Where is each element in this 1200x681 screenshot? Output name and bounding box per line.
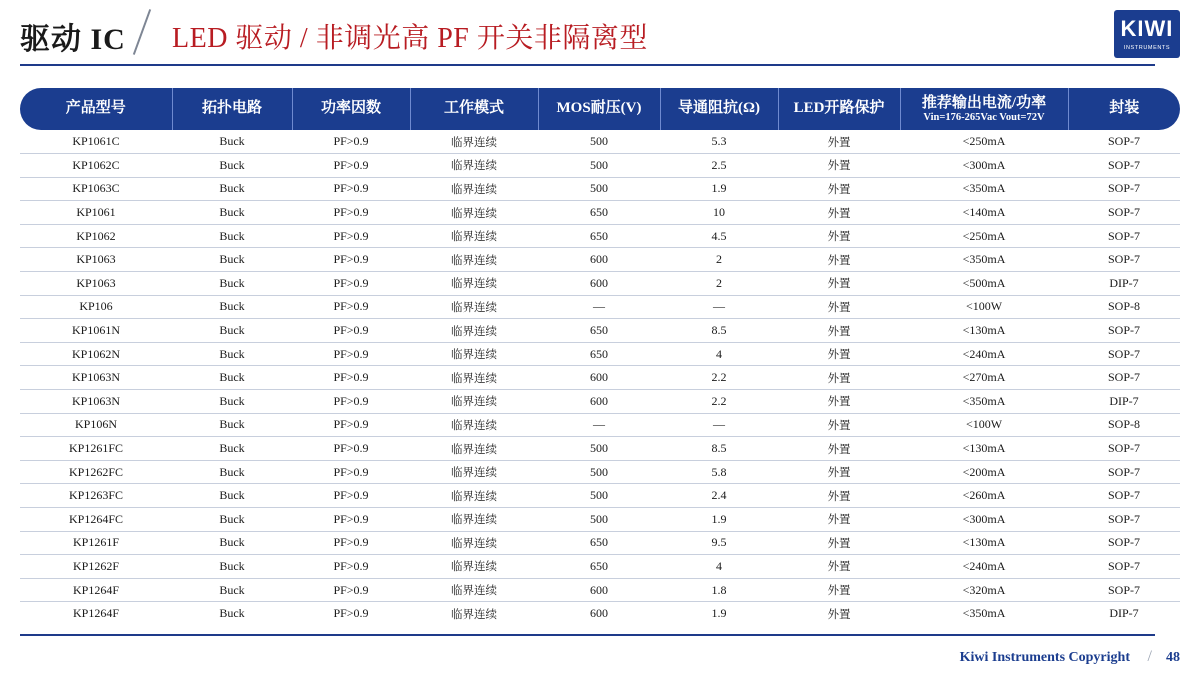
cell-package: SOP-7 [1068, 319, 1180, 343]
cell-on-resistance: 9.5 [660, 531, 778, 555]
cell-topology: Buck [172, 390, 292, 414]
page-number: 48 [1166, 650, 1180, 665]
cell-mos-voltage: — [538, 413, 660, 437]
cell-on-resistance: 4 [660, 342, 778, 366]
cell-output-current: <240mA [900, 555, 1068, 579]
cell-operating-mode: 临界连续 [410, 484, 538, 508]
cell-power-factor: PF>0.9 [292, 272, 410, 296]
table-row [20, 201, 1180, 225]
cell-package: SOP-7 [1068, 201, 1180, 225]
column-header-output-current-label: 推荐输出电流/功率 [921, 94, 1047, 111]
cell-topology: Buck [172, 295, 292, 319]
cell-open-protection: 外置 [778, 366, 900, 390]
table-row [20, 248, 1180, 272]
cell-model: KP1063N [20, 390, 172, 414]
cell-model: KP1261FC [20, 437, 172, 461]
cell-output-current: <250mA [900, 130, 1068, 154]
cell-mos-voltage: 500 [538, 484, 660, 508]
cell-power-factor: PF>0.9 [333, 606, 369, 621]
cell-package: SOP-7 [1068, 248, 1180, 272]
cell-model: KP1061N [20, 319, 172, 343]
cell-output-current: <350mA [900, 390, 1068, 414]
column-header-mos-voltage: MOS耐压(V) [538, 88, 660, 130]
table-row [20, 342, 1180, 366]
cell-model: KP1262F [20, 555, 172, 579]
cell-output-current: <350mA [900, 248, 1068, 272]
cell-on-resistance: 2 [660, 272, 778, 296]
cell-output-current: <270mA [900, 366, 1068, 390]
cell-output-current: <250mA [900, 224, 1068, 248]
cell-package: SOP-8 [1068, 413, 1180, 437]
cell-operating-mode: 临界连续 [410, 555, 538, 579]
cell-power-factor: PF>0.9 [292, 295, 410, 319]
cell-on-resistance: 5.3 [660, 130, 778, 154]
cell-operating-mode: 临界连续 [410, 366, 538, 390]
table-row [20, 272, 1180, 296]
table-row [20, 602, 1180, 626]
cell-package: SOP-7 [1068, 508, 1180, 532]
column-header-open-protection: LED开路保护 [778, 88, 900, 130]
cell-package: SOP-7 [1068, 484, 1180, 508]
cell-output-current: <500mA [900, 272, 1068, 296]
cell-package: SOP-7 [1068, 177, 1180, 201]
table-row [20, 224, 1180, 248]
cell-topology: Buck [172, 555, 292, 579]
cell-mos-voltage: 650 [538, 224, 660, 248]
cell-package: DIP-7 [1068, 390, 1180, 414]
table-row [20, 295, 1180, 319]
cell-power-factor: PF>0.9 [292, 130, 410, 154]
cell-open-protection: 外置 [778, 531, 900, 555]
column-header-on-resistance: 导通阻抗(Ω) [660, 88, 778, 130]
cell-power-factor: PF>0.9 [292, 555, 410, 579]
cell-package: SOP-7 [1068, 154, 1180, 178]
cell-operating-mode: 临界连续 [410, 531, 538, 555]
cell-operating-mode: 临界连续 [410, 319, 538, 343]
cell-package: SOP-7 [1068, 437, 1180, 461]
cell-package: SOP-7 [1068, 366, 1180, 390]
logo-wordmark: KIWI [1120, 16, 1174, 41]
cell-on-resistance: 4.5 [660, 224, 778, 248]
cell-open-protection: 外置 [778, 154, 900, 178]
table-row [20, 413, 1180, 437]
cell-operating-mode: 临界连续 [410, 295, 538, 319]
cell-package: DIP-7 [1109, 606, 1139, 621]
cell-open-protection: 外置 [778, 413, 900, 437]
cell-open-protection: 外置 [778, 508, 900, 532]
column-header-operating-mode: 工作模式 [410, 88, 538, 130]
table-row [20, 366, 1180, 390]
cell-mos-voltage: 500 [538, 154, 660, 178]
cell-model: KP1062N [20, 342, 172, 366]
cell-operating-mode: 临界连续 [410, 437, 538, 461]
cell-power-factor: PF>0.9 [292, 366, 410, 390]
page-subtitle: LED 驱动 / 非调光高 PF 开关非隔离型 [172, 23, 648, 54]
cell-open-protection: 外置 [778, 272, 900, 296]
cell-model: KP1063 [20, 248, 172, 272]
cell-topology: Buck [172, 224, 292, 248]
cell-mos-voltage: 650 [538, 531, 660, 555]
cell-topology: Buck [172, 201, 292, 225]
cell-package: SOP-8 [1068, 295, 1180, 319]
table-row [20, 390, 1180, 414]
cell-topology: Buck [172, 342, 292, 366]
cell-on-resistance: 8.5 [660, 437, 778, 461]
cell-power-factor: PF>0.9 [292, 342, 410, 366]
cell-on-resistance: 1.9 [660, 177, 778, 201]
footer-rule [20, 634, 1155, 636]
column-header-model: 产品型号 [20, 88, 172, 130]
cell-power-factor: PF>0.9 [292, 460, 410, 484]
column-header-topology: 拓扑电路 [172, 88, 292, 130]
footer-separator: / [1147, 648, 1152, 665]
cell-mos-voltage: 500 [538, 508, 660, 532]
cell-mos-voltage: 600 [538, 248, 660, 272]
cell-topology: Buck [172, 578, 292, 602]
page-title: 驱动 IC [20, 23, 126, 56]
cell-open-protection: 外置 [778, 224, 900, 248]
cell-power-factor: PF>0.9 [292, 437, 410, 461]
cell-on-resistance: 10 [660, 201, 778, 225]
cell-open-protection: 外置 [778, 390, 900, 414]
cell-on-resistance: 2.2 [660, 390, 778, 414]
cell-topology: Buck [172, 130, 292, 154]
slide-header [0, 0, 1200, 68]
cell-mos-voltage: 650 [538, 319, 660, 343]
cell-open-protection: 外置 [778, 578, 900, 602]
cell-topology: Buck [172, 508, 292, 532]
cell-power-factor: PF>0.9 [292, 413, 410, 437]
cell-package: SOP-7 [1068, 578, 1180, 602]
cell-mos-voltage: 650 [538, 342, 660, 366]
cell-operating-mode: 临界连续 [451, 608, 497, 621]
cell-output-current: <300mA [900, 154, 1068, 178]
cell-operating-mode: 临界连续 [410, 578, 538, 602]
cell-package: SOP-7 [1068, 460, 1180, 484]
cell-operating-mode: 临界连续 [410, 390, 538, 414]
cell-mos-voltage: 500 [538, 460, 660, 484]
cell-output-current: <350mA [900, 177, 1068, 201]
cell-model: KP1063 [20, 272, 172, 296]
cell-model: KP1062C [20, 154, 172, 178]
cell-open-protection: 外置 [778, 130, 900, 154]
table-row [20, 484, 1180, 508]
cell-model: KP1061 [20, 201, 172, 225]
table-row [20, 319, 1180, 343]
cell-package: SOP-7 [1068, 555, 1180, 579]
table-row [20, 177, 1180, 201]
cell-model: KP1261F [20, 531, 172, 555]
cell-model: KP1264FC [20, 508, 172, 532]
cell-output-current: <200mA [900, 460, 1068, 484]
cell-model: KP1262FC [20, 460, 172, 484]
cell-model: KP1063N [20, 366, 172, 390]
cell-output-current: <130mA [900, 531, 1068, 555]
cell-mos-voltage: 600 [538, 390, 660, 414]
cell-mos-voltage: 600 [590, 606, 608, 621]
logo-tagline: INSTRUMENTS [1123, 45, 1171, 51]
cell-model: KP1061C [20, 130, 172, 154]
cell-power-factor: PF>0.9 [292, 319, 410, 343]
header-rule [20, 64, 1155, 66]
cell-power-factor: PF>0.9 [292, 177, 410, 201]
cell-model: KP1264F [72, 606, 119, 621]
table-row [20, 130, 1180, 154]
cell-power-factor: PF>0.9 [292, 201, 410, 225]
cell-model: KP1263FC [20, 484, 172, 508]
cell-output-current: <130mA [900, 437, 1068, 461]
cell-mos-voltage: 600 [538, 578, 660, 602]
cell-package: SOP-7 [1068, 130, 1180, 154]
cell-operating-mode: 临界连续 [410, 413, 538, 437]
cell-open-protection: 外置 [778, 342, 900, 366]
cell-topology: Buck [172, 366, 292, 390]
cell-topology: Buck [172, 154, 292, 178]
product-table [20, 88, 1180, 625]
product-table-wrapper [20, 88, 1180, 625]
cell-topology: Buck [172, 531, 292, 555]
table-body [20, 130, 1180, 625]
cell-output-current: <100W [900, 413, 1068, 437]
cell-operating-mode: 临界连续 [410, 248, 538, 272]
cell-power-factor: PF>0.9 [292, 224, 410, 248]
cell-output-current: <260mA [900, 484, 1068, 508]
cell-operating-mode: 临界连续 [410, 201, 538, 225]
table-row [20, 531, 1180, 555]
cell-mos-voltage: 650 [538, 555, 660, 579]
table-row [20, 578, 1180, 602]
column-header-output-current [900, 88, 1068, 130]
cell-operating-mode: 临界连续 [410, 154, 538, 178]
company-logo [1114, 10, 1180, 58]
column-header-power-factor: 功率因数 [292, 88, 410, 130]
cell-package: SOP-7 [1068, 342, 1180, 366]
cell-power-factor: PF>0.9 [292, 154, 410, 178]
cell-model: KP1063C [20, 177, 172, 201]
cell-open-protection: 外置 [778, 201, 900, 225]
cell-topology: Buck [172, 437, 292, 461]
cell-mos-voltage: — [538, 295, 660, 319]
cell-output-current: <350mA [962, 606, 1006, 621]
cell-power-factor: PF>0.9 [292, 578, 410, 602]
cell-topology: Buck [219, 606, 245, 621]
cell-topology: Buck [172, 272, 292, 296]
cell-operating-mode: 临界连续 [410, 130, 538, 154]
cell-output-current: <100W [900, 295, 1068, 319]
cell-on-resistance: 2.2 [660, 366, 778, 390]
cell-open-protection: 外置 [778, 248, 900, 272]
cell-topology: Buck [172, 484, 292, 508]
cell-on-resistance: 2.4 [660, 484, 778, 508]
cell-on-resistance: 2 [660, 248, 778, 272]
cell-output-current: <130mA [900, 319, 1068, 343]
cell-power-factor: PF>0.9 [292, 484, 410, 508]
table-row [20, 508, 1180, 532]
cell-topology: Buck [172, 460, 292, 484]
column-header-package: 封装 [1068, 88, 1180, 130]
cell-on-resistance: 1.9 [711, 606, 727, 621]
table-row [20, 460, 1180, 484]
column-header-output-current-sub: Vin=176-265Vac Vout=72V [923, 111, 1045, 123]
cell-on-resistance: — [660, 413, 778, 437]
cell-model: KP1264F [20, 578, 172, 602]
cell-open-protection: 外置 [778, 177, 900, 201]
cell-output-current: <320mA [900, 578, 1068, 602]
cell-package: SOP-7 [1068, 531, 1180, 555]
cell-topology: Buck [172, 319, 292, 343]
cell-on-resistance: 8.5 [660, 319, 778, 343]
cell-operating-mode: 临界连续 [410, 224, 538, 248]
title-divider-slash [133, 9, 151, 55]
cell-open-protection: 外置 [827, 608, 851, 621]
cell-power-factor: PF>0.9 [292, 248, 410, 272]
cell-open-protection: 外置 [778, 460, 900, 484]
cell-on-resistance: 1.9 [660, 508, 778, 532]
cell-topology: Buck [172, 177, 292, 201]
cell-operating-mode: 临界连续 [410, 342, 538, 366]
cell-on-resistance: 1.8 [660, 578, 778, 602]
cell-model: KP106 [20, 295, 172, 319]
table-row [20, 437, 1180, 461]
cell-on-resistance: — [660, 295, 778, 319]
cell-topology: Buck [172, 248, 292, 272]
cell-on-resistance: 4 [660, 555, 778, 579]
cell-output-current: <240mA [900, 342, 1068, 366]
cell-power-factor: PF>0.9 [292, 390, 410, 414]
cell-operating-mode: 临界连续 [410, 177, 538, 201]
cell-open-protection: 外置 [778, 555, 900, 579]
cell-mos-voltage: 650 [538, 201, 660, 225]
cell-package: DIP-7 [1068, 272, 1180, 296]
cell-topology: Buck [172, 413, 292, 437]
cell-power-factor: PF>0.9 [292, 508, 410, 532]
cell-open-protection: 外置 [778, 319, 900, 343]
cell-mos-voltage: 500 [538, 437, 660, 461]
cell-operating-mode: 临界连续 [410, 460, 538, 484]
cell-open-protection: 外置 [778, 295, 900, 319]
cell-output-current: <300mA [900, 508, 1068, 532]
cell-open-protection: 外置 [778, 484, 900, 508]
cell-operating-mode: 临界连续 [410, 272, 538, 296]
table-header-row [20, 88, 1180, 130]
cell-mos-voltage: 600 [538, 366, 660, 390]
table-row [20, 555, 1180, 579]
cell-power-factor: PF>0.9 [292, 531, 410, 555]
cell-package: SOP-7 [1068, 224, 1180, 248]
cell-operating-mode: 临界连续 [410, 508, 538, 532]
cell-on-resistance: 5.8 [660, 460, 778, 484]
cell-mos-voltage: 600 [538, 272, 660, 296]
table-row [20, 154, 1180, 178]
cell-output-current: <140mA [900, 201, 1068, 225]
footer-copyright: Kiwi Instruments Copyright [959, 650, 1130, 665]
cell-on-resistance: 2.5 [660, 154, 778, 178]
cell-mos-voltage: 500 [538, 130, 660, 154]
cell-open-protection: 外置 [778, 437, 900, 461]
cell-mos-voltage: 500 [538, 177, 660, 201]
cell-model: KP1062 [20, 224, 172, 248]
cell-model: KP106N [20, 413, 172, 437]
